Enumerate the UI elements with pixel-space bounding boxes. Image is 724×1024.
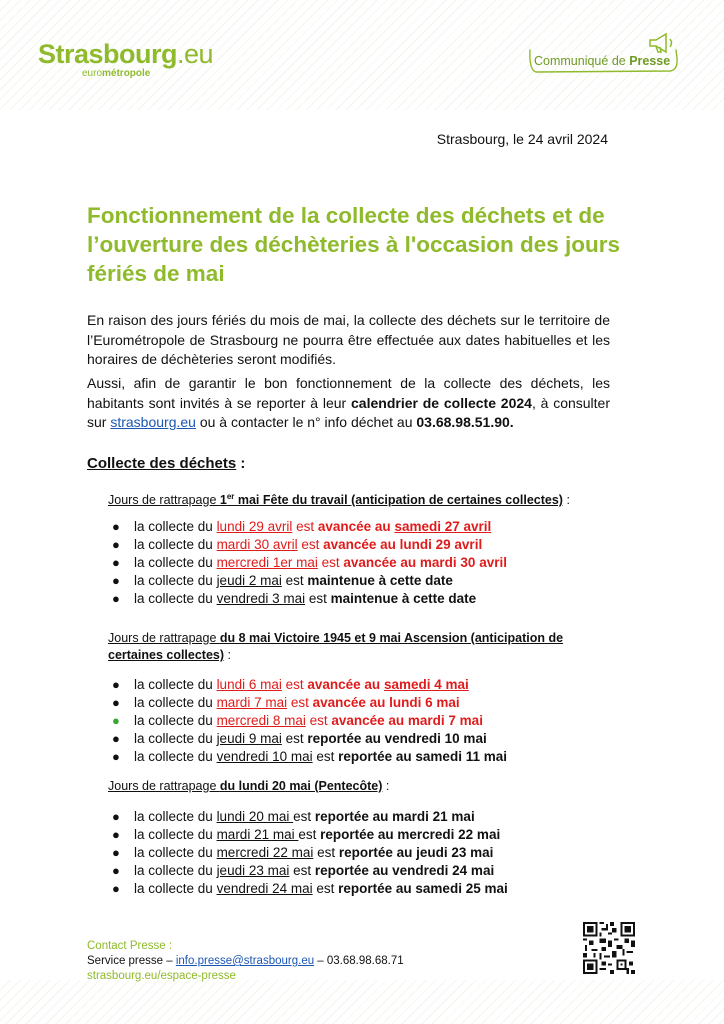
item-prefix: la collecte du <box>134 519 217 534</box>
logo-sub-prefix: euro <box>82 68 103 79</box>
item-action: avancée au mardi 30 avril <box>343 555 507 570</box>
item-day: lundi 6 mai <box>216 677 282 692</box>
item-day: vendredi 3 mai <box>216 591 306 606</box>
group-3-list <box>108 808 628 898</box>
item-mid: est <box>305 713 332 728</box>
item-mid: est <box>312 749 339 764</box>
item-prefix: la collecte du <box>134 677 217 692</box>
bullet-icon: ● <box>112 845 120 860</box>
item-mid: est <box>312 881 339 896</box>
list-item <box>108 590 628 608</box>
bullet-icon: ● <box>112 591 120 606</box>
list-item <box>108 712 628 730</box>
item-action: avancée au lundi 29 avril <box>323 537 483 552</box>
item-mid: est <box>317 555 344 570</box>
item-day: mercredi 8 mai <box>216 713 306 728</box>
item-day: mardi 7 mai <box>216 695 288 710</box>
group-1-bold-a: 1 <box>219 493 227 507</box>
intro-paragraph: En raison des jours fériés du mois de mai, la collecte des déchets sur le territoire de l’Eurométropole de Strasbourg ne pourra être effectuée aux dates habituelles et les horaires de déchèteries seront modifiés. <box>87 312 610 367</box>
item-prefix: la collecte du <box>134 881 217 896</box>
info-dechet-phone: 03.68.98.51.90. <box>416 414 514 430</box>
item-day: mercredi 1er mai <box>216 555 318 570</box>
item-prefix: la collecte du <box>134 809 217 824</box>
group-2-prefix: Jours de rattrapage <box>108 631 220 645</box>
badge-label <box>534 54 670 68</box>
list-item <box>108 572 628 590</box>
item-day: lundi 29 avril <box>216 519 293 534</box>
item-mid: est <box>281 573 308 588</box>
contact-label: Contact Presse : <box>87 940 173 952</box>
calendar-paragraph <box>87 374 610 433</box>
bullet-icon: ● <box>112 519 120 534</box>
bullet-icon: ● <box>112 881 120 896</box>
item-mid: est <box>281 731 308 746</box>
item-action: reportée au mardi 21 mai <box>314 809 475 824</box>
item-action: avancée au lundi 6 mai <box>312 695 460 710</box>
logo-subtitle <box>82 68 150 80</box>
item-prefix: la collecte du <box>134 537 217 552</box>
logo-sub-bold: métropole <box>102 68 151 79</box>
bullet-icon: ● <box>112 573 120 588</box>
para2-text-1: Aussi, afin de garantir le bon fonctionnement de la collecte des déchets, les habitants sont invités à se reporter à leur <box>87 375 610 411</box>
logo-wordmark <box>38 40 213 68</box>
megaphone-icon <box>650 34 672 52</box>
item-prefix: la collecte du <box>134 695 217 710</box>
press-email-link[interactable]: info.presse@strasbourg.eu <box>175 955 315 967</box>
bullet-icon: ● <box>112 863 120 878</box>
item-mid: est <box>287 695 313 710</box>
item-day: vendredi 10 mai <box>216 749 313 764</box>
item-prefix: la collecte du <box>134 713 217 728</box>
item-prefix: la collecte du <box>134 731 217 746</box>
logo-tld-text: .eu <box>177 39 214 69</box>
item-mid: est <box>292 519 318 534</box>
bullet-icon: ● <box>112 731 120 746</box>
bullet-icon: ● <box>112 677 120 692</box>
item-action: reportée au vendredi 10 mai <box>307 731 487 746</box>
press-contact <box>87 939 404 984</box>
press-phone: – 03.68.98.68.71 <box>314 955 404 967</box>
item-action: reportée au mercredi 22 mai <box>320 827 501 842</box>
group-3-prefix: Jours de rattrapage <box>108 779 220 793</box>
list-item <box>108 694 628 712</box>
group-2-bold: du 8 mai Victoire 1945 et 9 mai Ascension (anticipation de certaines collectes) <box>108 631 564 662</box>
bullet-icon: ● <box>112 749 120 764</box>
contact-service-line <box>87 954 404 969</box>
press-release-badge <box>526 30 682 74</box>
item-action: avancée au <box>307 677 384 692</box>
list-item <box>108 808 628 826</box>
item-prefix: la collecte du <box>134 573 217 588</box>
item-mid: est <box>289 863 315 878</box>
item-target: samedi 4 mai <box>383 677 469 692</box>
group-2-list <box>108 676 628 766</box>
group-1-bold-b: mai Fête du travail (anticipation de certaines collectes) <box>234 493 563 507</box>
strasbourg-link[interactable]: strasbourg.eu <box>110 414 196 430</box>
item-prefix: la collecte du <box>134 591 217 606</box>
badge-prefix: Communiqué de <box>534 54 630 68</box>
item-action: reportée au jeudi 23 mai <box>338 845 494 860</box>
item-action: reportée au vendredi 24 mai <box>314 863 495 878</box>
item-prefix: la collecte du <box>134 555 217 570</box>
list-item <box>108 676 628 694</box>
bullet-icon: ● <box>112 537 120 552</box>
item-day: mercredi 22 mai <box>216 845 314 860</box>
item-prefix: la collecte du <box>134 863 217 878</box>
footer-band <box>0 980 724 1024</box>
item-mid: est <box>298 827 321 842</box>
list-item <box>108 844 628 862</box>
item-day: mardi 30 avril <box>216 537 298 552</box>
section-heading <box>87 455 245 472</box>
group-1-sup: er <box>226 491 235 501</box>
item-prefix: la collecte du <box>134 827 217 842</box>
para2-bold-1: calendrier de collecte 2024 <box>351 394 532 411</box>
list-item <box>108 880 628 898</box>
item-day: jeudi 9 mai <box>216 731 282 746</box>
list-item <box>108 518 628 536</box>
list-item <box>108 826 628 844</box>
list-item <box>108 536 628 554</box>
logo-main-text: Strasbourg <box>38 39 178 69</box>
item-day: jeudi 2 mai <box>216 573 282 588</box>
list-item <box>108 748 628 766</box>
item-action: avancée au <box>317 519 395 534</box>
list-item <box>108 730 628 748</box>
item-day: jeudi 23 mai <box>216 863 290 878</box>
item-mid: est <box>281 677 308 692</box>
bullet-icon: ● <box>112 809 120 824</box>
strasbourg-logo <box>38 39 214 79</box>
qr-code-icon <box>583 922 635 974</box>
service-prefix: Service presse – <box>87 955 176 967</box>
section-title: Collecte des déchets <box>87 455 237 472</box>
item-mid: est <box>305 591 331 606</box>
page-title: Fonctionnement de la collecte des déchets et de l’ouverture des déchèteries à l'occasion des jours fériés de mai <box>87 203 621 286</box>
item-action: maintenue à cette date <box>307 573 453 588</box>
list-item <box>108 862 628 880</box>
item-mid: est <box>297 537 324 552</box>
item-day: vendredi 24 mai <box>216 881 313 896</box>
group-1-list <box>108 518 628 608</box>
bullet-icon: ● <box>112 555 120 570</box>
item-mid: est <box>313 845 339 860</box>
group-1-suffix: : <box>562 493 570 507</box>
group-3-heading <box>108 778 613 795</box>
dateline: Strasbourg, le 24 avril 2024 <box>436 131 608 147</box>
item-day: lundi 20 mai <box>216 809 294 824</box>
badge-bold: Presse <box>629 54 671 68</box>
group-1-heading <box>108 492 613 509</box>
group-2-heading <box>108 630 613 664</box>
list-item <box>108 554 628 572</box>
para2-text-2: , à consulter sur <box>87 394 610 430</box>
bullet-icon: ● <box>112 713 120 728</box>
item-day: mardi 21 mai <box>216 827 299 842</box>
section-colon: : <box>236 455 246 472</box>
item-prefix: la collecte du <box>134 749 217 764</box>
press-space-link[interactable]: strasbourg.eu/espace-presse <box>87 970 236 982</box>
item-mid: est <box>293 809 315 824</box>
bullet-icon: ● <box>112 827 120 842</box>
group-3-bold: du lundi 20 mai (Pentecôte) <box>219 779 383 793</box>
group-3-suffix: : <box>382 779 390 793</box>
item-action: avancée au mardi 7 mai <box>331 713 483 728</box>
group-2-suffix: : <box>224 648 231 662</box>
item-action: reportée au samedi 11 mai <box>338 749 507 764</box>
item-action: reportée au samedi 25 mai <box>338 881 508 896</box>
item-target: samedi 27 avril <box>394 519 492 534</box>
group-1-prefix: Jours de rattrapage <box>108 493 220 507</box>
para2-text-3: ou à contacter le n° info déchet au <box>195 414 417 430</box>
item-prefix: la collecte du <box>134 845 217 860</box>
bullet-icon: ● <box>112 695 120 710</box>
item-action: maintenue à cette date <box>330 591 477 606</box>
